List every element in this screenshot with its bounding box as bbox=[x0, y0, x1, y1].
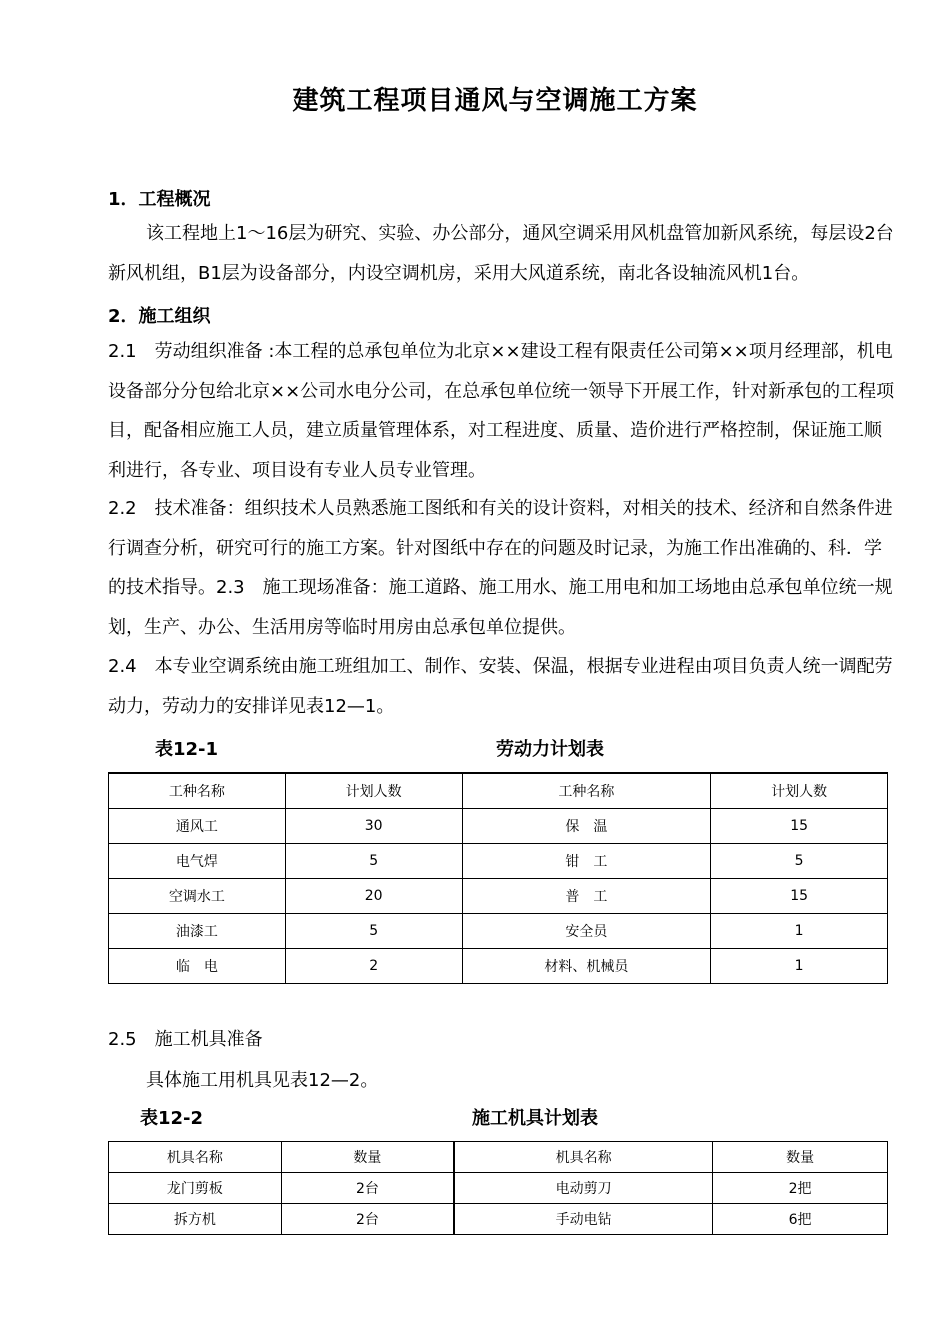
paragraph-2-5: 2.5 施工机具准备 bbox=[108, 1029, 263, 1050]
table-cell: 1 bbox=[711, 914, 888, 949]
table-row bbox=[109, 1173, 888, 1204]
table-row bbox=[109, 1204, 888, 1235]
table-cell: 电动剪刀 bbox=[454, 1173, 713, 1204]
equipment-plan-table bbox=[108, 1141, 888, 1235]
table-header-row bbox=[109, 1142, 888, 1173]
table-cell: 6把 bbox=[713, 1204, 888, 1235]
table-cell: 5 bbox=[711, 844, 888, 879]
labor-plan-table bbox=[108, 772, 888, 984]
table-row bbox=[109, 809, 888, 844]
table-header-cell: 机具名称 bbox=[109, 1142, 282, 1173]
table-cell: 5 bbox=[285, 914, 462, 949]
table-header-cell: 工种名称 bbox=[462, 773, 711, 809]
table-cell: 2把 bbox=[713, 1173, 888, 1204]
table-cell: 2台 bbox=[281, 1173, 454, 1204]
table-row bbox=[109, 914, 888, 949]
table-header-cell: 计划人数 bbox=[711, 773, 888, 809]
paragraph-2-4: 2.4 本专业空调系统由施工班组加工、制作、安装、保温，根据专业进程由项目负责人统一调配劳动力，劳动力的安排详见表12—1。 bbox=[108, 656, 893, 717]
table-cell: 20 bbox=[285, 879, 462, 914]
section-1-paragraph bbox=[108, 214, 898, 293]
table-1-caption: 劳动力计划表 bbox=[496, 739, 604, 760]
table-cell: 临 电 bbox=[109, 949, 286, 984]
table-1-label: 表12-1 bbox=[155, 739, 219, 760]
table-header-cell: 工种名称 bbox=[109, 773, 286, 809]
table-cell: 保 温 bbox=[462, 809, 711, 844]
paragraph-2-2: 2.2 技术准备：组织技术人员熟悉施工图纸和有关的设计资料，对相关的技术、经济和自然条件进行调查分析，研究可行的施工方案。针对图纸中存在的问题及时记录，为施工作出准确的、科．学的技术指导。2.3 施工现场准备：施工道路、施工用水、施工用电和加工场地由总承包单位统一规划，生产、办公、生活用房等临时用房由总承包单位提供。 bbox=[108, 498, 893, 638]
table-cell: 普 工 bbox=[462, 879, 711, 914]
table-cell: 钳 工 bbox=[462, 844, 711, 879]
table-cell: 1 bbox=[711, 949, 888, 984]
table-header-cell: 计划人数 bbox=[285, 773, 462, 809]
table-cell: 15 bbox=[711, 809, 888, 844]
table-header-cell: 机具名称 bbox=[454, 1142, 713, 1173]
table-cell: 30 bbox=[285, 809, 462, 844]
table-cell: 龙门剪板 bbox=[109, 1173, 282, 1204]
table-cell: 2台 bbox=[281, 1204, 454, 1235]
section-1-heading: 1．工程概况 bbox=[108, 189, 211, 210]
table-2-label: 表12-2 bbox=[140, 1108, 204, 1129]
table-2-caption: 施工机具计划表 bbox=[472, 1108, 598, 1129]
table-cell: 电气焊 bbox=[109, 844, 286, 879]
table-row bbox=[109, 879, 888, 914]
paragraph-2-5-detail: 具体施工用机具见表12—2。 bbox=[146, 1070, 379, 1091]
section-2-heading: 2．施工组织 bbox=[108, 306, 211, 327]
table-cell: 手动电钻 bbox=[454, 1204, 713, 1235]
table-cell: 2 bbox=[285, 949, 462, 984]
section-1-text: 该工程地上1～16层为研究、实验、办公部分，通风空调采用风机盘管加新风系统，每层设2台新风机组，B1层为设备部分，内设空调机房，采用大风道系统，南北各设轴流风机1台。 bbox=[108, 223, 894, 284]
table-cell: 15 bbox=[711, 879, 888, 914]
document-title: 建筑工程项目通风与空调施工方案 bbox=[292, 86, 698, 116]
table-header-row bbox=[109, 773, 888, 809]
table-row bbox=[109, 949, 888, 984]
paragraph-2-1: 2.1 劳动组织准备 :本工程的总承包单位为北京××建设工程有限责任公司第××项月经理部，机电设备部分分包给北京××公司水电分公司，在总承包单位统一领导下开展工作，针对新承包的工程项目，配备相应施工人员，建立质量管理体系，对工程进度、质量、造价进行严格控制，保证施工顺利进行，各专业、项目设有专业人员专业管理。 bbox=[108, 341, 895, 481]
table-header-cell: 数量 bbox=[281, 1142, 454, 1173]
table-row bbox=[109, 844, 888, 879]
table-cell: 5 bbox=[285, 844, 462, 879]
table-cell: 材料、机械员 bbox=[462, 949, 711, 984]
table-header-cell: 数量 bbox=[713, 1142, 888, 1173]
table-cell: 油漆工 bbox=[109, 914, 286, 949]
table-cell: 空调水工 bbox=[109, 879, 286, 914]
table-cell: 安全员 bbox=[462, 914, 711, 949]
table-cell: 拆方机 bbox=[109, 1204, 282, 1235]
table-cell: 通风工 bbox=[109, 809, 286, 844]
